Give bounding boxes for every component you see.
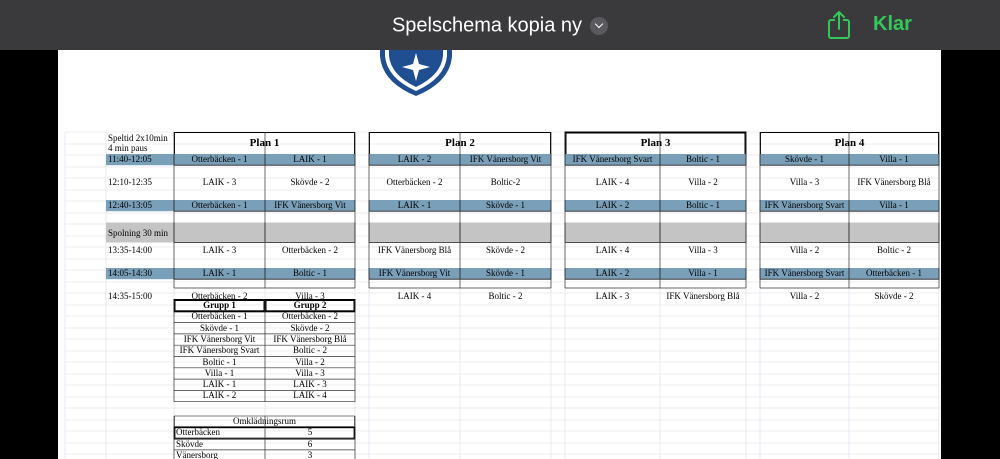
away-team-cell[interactable]: Villa - 3	[688, 245, 718, 255]
away-team-cell[interactable]: Villa - 1	[879, 154, 909, 164]
away-team-cell[interactable]: Boltic - 2	[877, 245, 911, 255]
home-team-cell[interactable]: Villa - 3	[789, 177, 820, 187]
away-team-cell[interactable]: Boltic - 2	[488, 291, 523, 301]
group-1-team[interactable]: IFK Vänersborg Svart	[179, 345, 260, 356]
locker-room-number[interactable]: 3	[307, 449, 313, 459]
home-team-cell[interactable]: IFK Vänersborg Svart	[764, 268, 845, 278]
away-team-cell[interactable]: IFK Vänersborg Blå	[666, 291, 740, 301]
away-team-cell[interactable]: Skövde - 2	[874, 291, 914, 301]
group-2-team[interactable]: Boltic - 2	[293, 345, 327, 356]
group-1-team[interactable]: IFK Vänersborg Vit	[183, 333, 256, 344]
away-team-cell[interactable]: IFK Vänersborg Vit	[274, 200, 346, 210]
group-2-team[interactable]: LAIK - 3	[293, 379, 327, 390]
group-1-team[interactable]: Otterbäcken - 1	[191, 311, 248, 322]
away-team-cell[interactable]: Skövde - 1	[486, 200, 525, 210]
group-1-team[interactable]: Villa - 1	[204, 367, 235, 378]
home-team-cell[interactable]: IFK Vänersborg Svart	[764, 200, 845, 210]
home-team-cell[interactable]: IFK Vänersborg Vit	[378, 268, 451, 278]
group-2-team[interactable]: Villa - 3	[295, 367, 325, 378]
away-team-cell[interactable]: LAIK - 1	[293, 154, 327, 164]
match-info-line: 4 min paus	[108, 143, 148, 153]
home-team-cell[interactable]: LAIK - 4	[595, 245, 630, 255]
time-slot[interactable]: 13:35-14:00	[108, 245, 152, 255]
home-team-cell[interactable]: LAIK - 4	[595, 177, 630, 187]
away-team-cell[interactable]: Villa - 3	[295, 291, 325, 301]
away-team-cell[interactable]: Skövde - 2	[486, 245, 525, 255]
group-2-team[interactable]: LAIK - 4	[293, 390, 327, 401]
row-highlight	[760, 223, 939, 243]
group-header[interactable]: Grupp 1	[203, 300, 236, 310]
away-team-cell[interactable]: Boltic - 1	[686, 154, 720, 164]
away-team-cell[interactable]: Boltic - 1	[686, 200, 720, 210]
chevron-down-icon[interactable]	[590, 17, 608, 35]
home-team-cell[interactable]: LAIK - 2	[397, 154, 432, 164]
away-team-cell[interactable]: Villa - 1	[688, 268, 718, 278]
match-info-line: Speltid 2x10min	[108, 133, 168, 143]
away-team-cell[interactable]: Villa - 1	[879, 200, 909, 210]
away-team-cell[interactable]: Skövde - 1	[486, 268, 525, 278]
locker-room-team[interactable]: Vänersborg	[176, 449, 218, 459]
done-button[interactable]: Klar	[873, 13, 912, 35]
spreadsheet-page[interactable]	[58, 50, 941, 459]
group-2-team[interactable]: Otterbäcken - 2	[282, 311, 338, 322]
time-slot[interactable]: 11:40-12:05	[108, 154, 152, 164]
home-team-cell[interactable]: LAIK - 1	[202, 268, 237, 278]
time-slot[interactable]: 14:35-15:00	[108, 291, 152, 301]
plan-header[interactable]: Plan 4	[834, 137, 865, 149]
plan-header[interactable]: Plan 2	[445, 137, 475, 149]
group-1-team[interactable]: LAIK - 2	[202, 390, 237, 401]
title-bar	[0, 0, 1000, 50]
home-team-cell[interactable]: IFK Vänersborg Svart	[572, 154, 653, 164]
home-team-cell[interactable]: Otterbäcken - 1	[191, 154, 248, 164]
home-team-cell[interactable]: LAIK - 4	[397, 291, 432, 301]
document-title: Spelschema kopia ny	[391, 14, 583, 37]
locker-room-team[interactable]: Otterbäcken	[176, 427, 220, 438]
away-team-cell[interactable]: IFK Vänersborg Blå	[857, 177, 931, 187]
home-team-cell[interactable]: LAIK - 3	[202, 245, 237, 255]
time-slot[interactable]: 12:10-12:35	[108, 177, 152, 187]
match-info-cell[interactable]	[106, 133, 174, 156]
group-1-team[interactable]: Skövde - 1	[200, 322, 239, 333]
home-team-cell[interactable]: Villa - 2	[789, 245, 820, 255]
locker-room-number[interactable]: 5	[307, 427, 313, 438]
home-team-cell[interactable]: Villa - 2	[789, 291, 820, 301]
home-team-cell[interactable]: LAIK - 1	[397, 200, 432, 210]
away-team-cell[interactable]: IFK Vänersborg Vit	[469, 154, 542, 164]
home-team-cell[interactable]: LAIK - 3	[595, 291, 630, 301]
group-1-team[interactable]: LAIK - 1	[202, 379, 237, 390]
group-2-team[interactable]: IFK Vänersborg Blå	[273, 333, 347, 344]
group-2-team[interactable]: Skövde - 2	[290, 322, 330, 333]
group-2-team[interactable]: Villa - 2	[295, 356, 325, 367]
home-team-cell[interactable]: LAIK - 2	[595, 268, 630, 278]
away-team-cell[interactable]: Otterbäcken - 2	[282, 245, 338, 255]
away-team-cell[interactable]: Boltic - 1	[293, 268, 327, 278]
away-team-cell[interactable]: Otterbäcken - 1	[866, 268, 922, 278]
row-highlight	[565, 223, 746, 243]
home-team-cell[interactable]: Otterbäcken - 2	[386, 177, 443, 187]
home-team-cell[interactable]: Otterbäcken - 1	[191, 200, 248, 210]
locker-room-team[interactable]: Skövde	[176, 438, 203, 449]
share-icon[interactable]	[824, 9, 854, 41]
time-slot[interactable]: Spolning 30 min	[108, 227, 169, 238]
group-header[interactable]: Grupp 2	[293, 300, 327, 310]
away-team-cell[interactable]: Villa - 2	[688, 177, 718, 187]
away-team-cell[interactable]: Skövde - 2	[290, 177, 330, 187]
plan-header[interactable]: Plan 1	[249, 137, 280, 149]
home-team-cell[interactable]: LAIK - 3	[202, 177, 237, 187]
home-team-cell[interactable]: Skövde - 1	[785, 154, 824, 164]
locker-room-title[interactable]: Omklädningsrum	[233, 416, 296, 426]
time-slot[interactable]: 14:05-14:30	[108, 268, 152, 278]
locker-room-number[interactable]: 6	[307, 438, 313, 449]
home-team-cell[interactable]: IFK Vänersborg Blå	[377, 245, 452, 255]
home-team-cell[interactable]: Otterbäcken - 2	[191, 291, 248, 301]
group-1-team[interactable]: Boltic - 1	[202, 356, 237, 367]
home-team-cell[interactable]: LAIK - 2	[595, 200, 630, 210]
plan-header[interactable]: Plan 3	[640, 137, 671, 149]
time-slot[interactable]: 12:40-13:05	[108, 200, 152, 210]
away-team-cell[interactable]: Boltic-2	[490, 177, 521, 187]
